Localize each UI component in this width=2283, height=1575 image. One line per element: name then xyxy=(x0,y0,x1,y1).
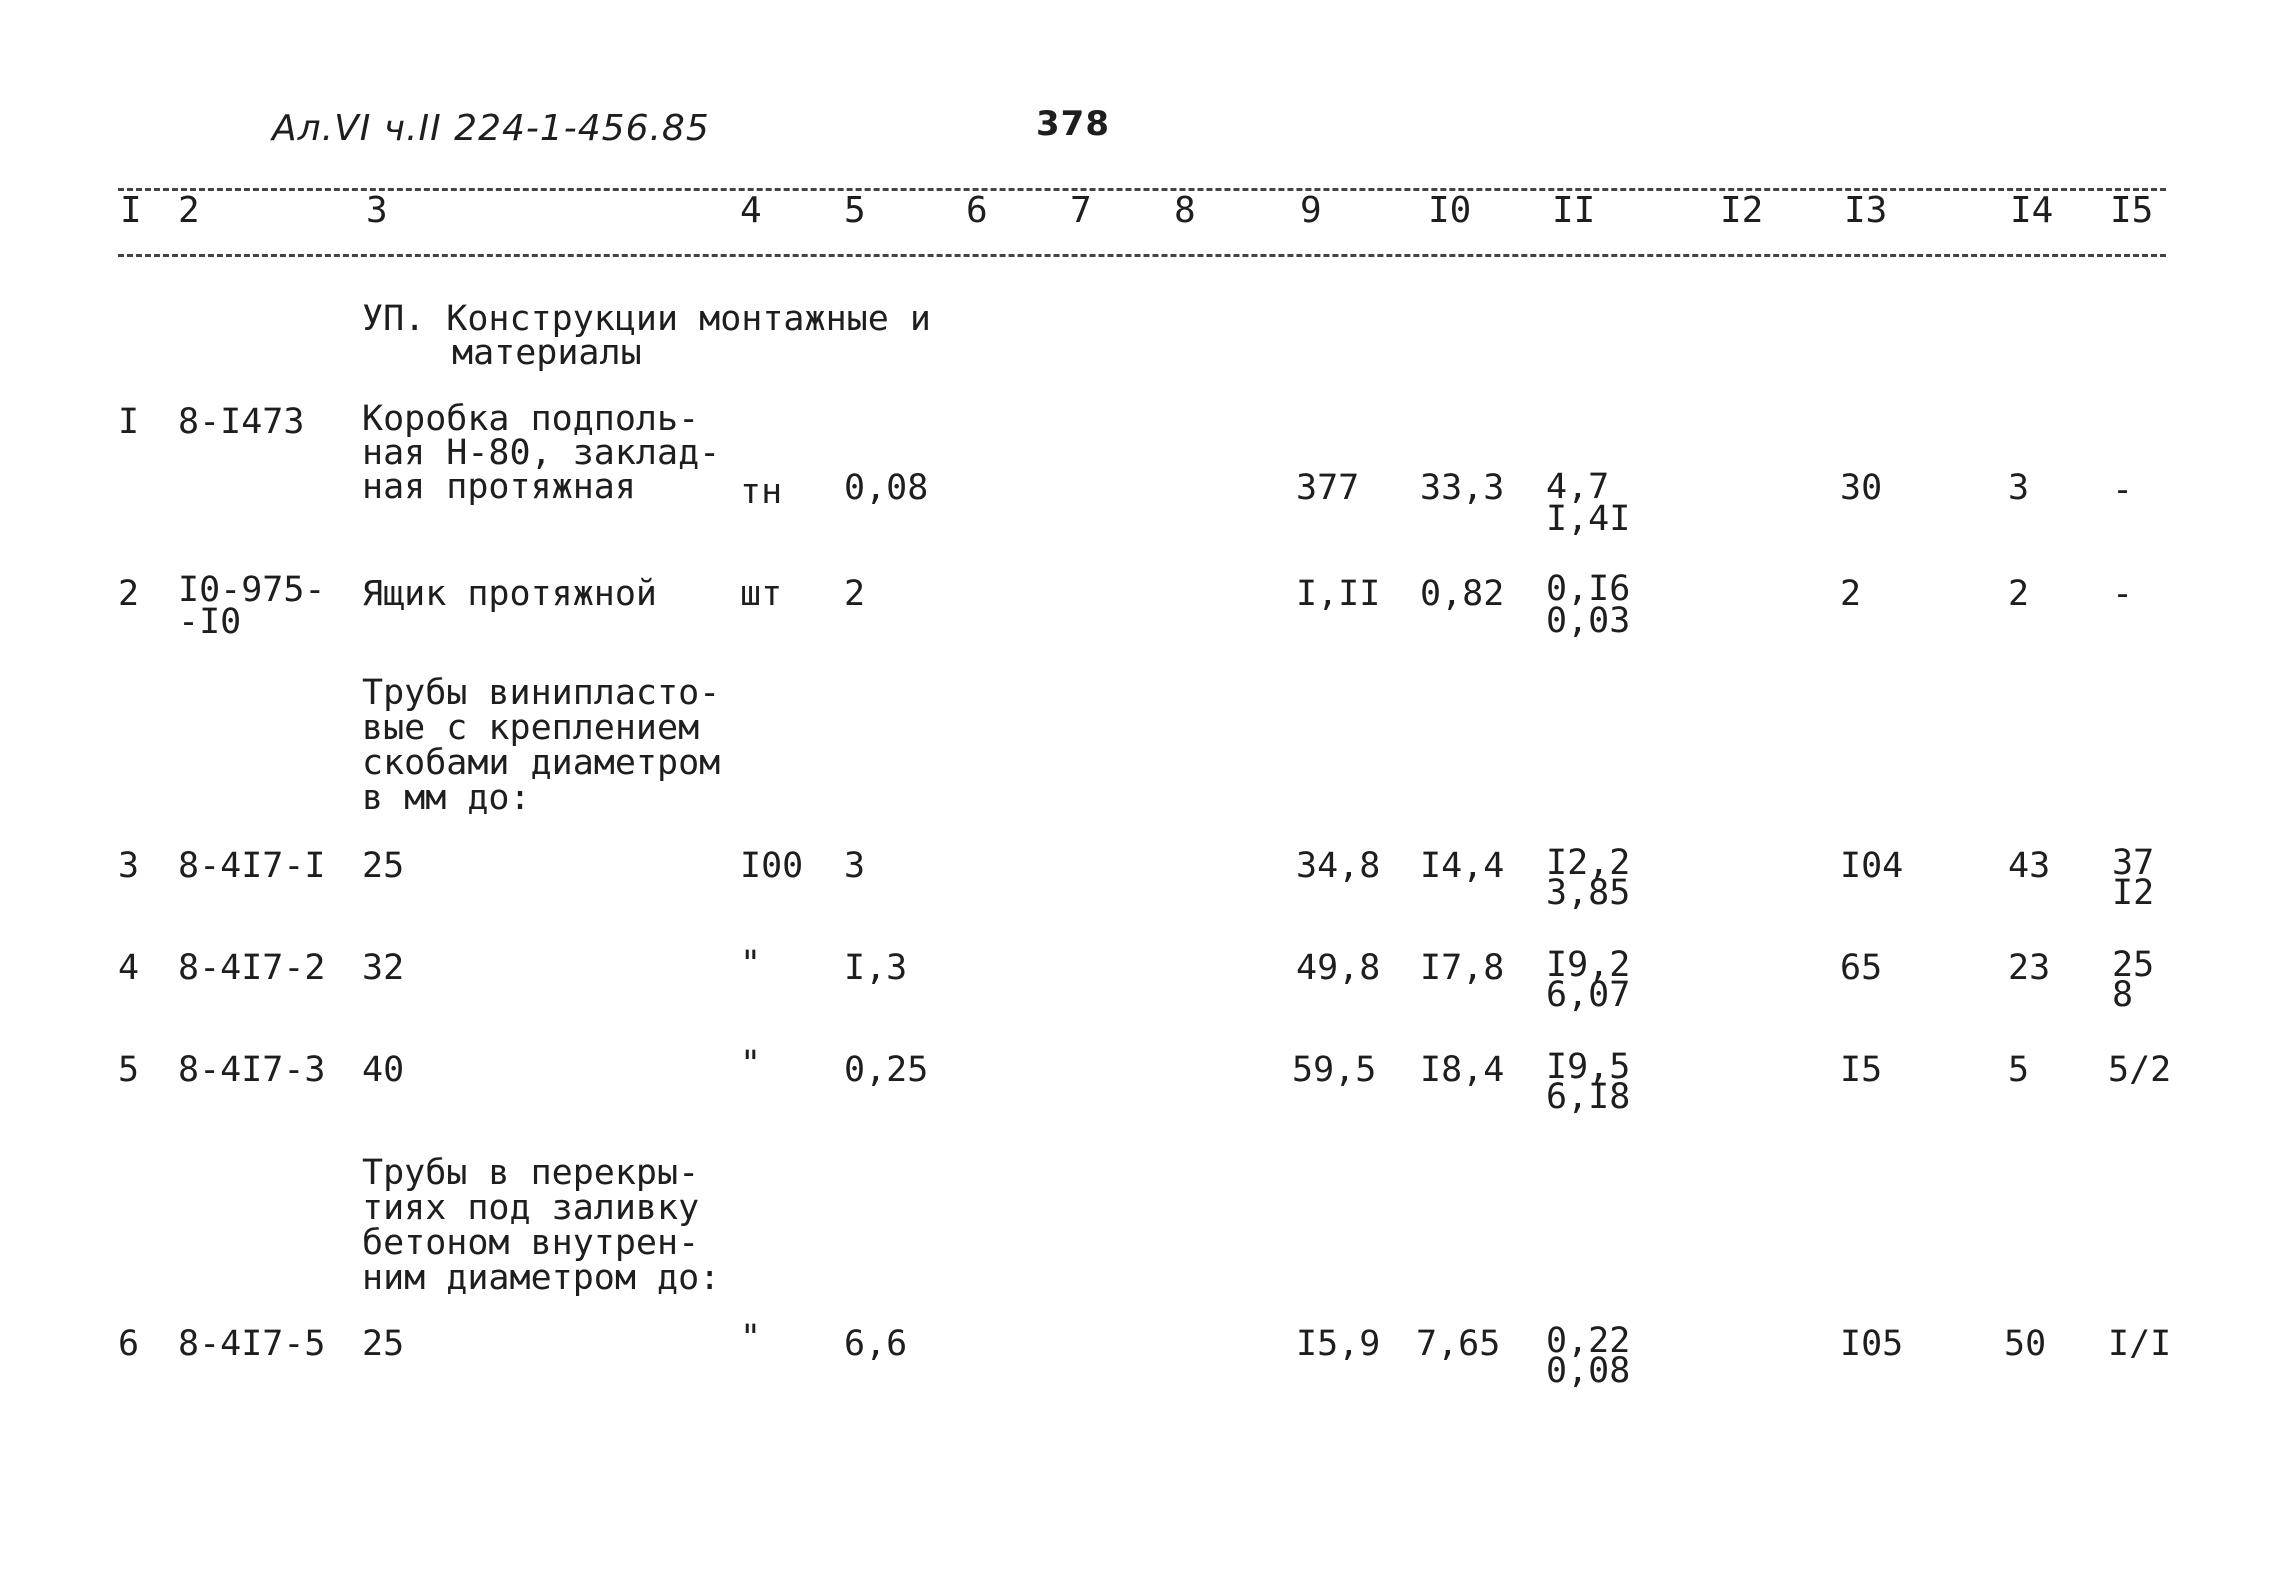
row-col14: 3 xyxy=(2008,468,2030,508)
row-col13: I04 xyxy=(1840,846,1904,886)
group-heading-line: тиях под заливку xyxy=(362,1188,700,1228)
row-code: 8-4I7-5 xyxy=(178,1324,326,1364)
header-rule-bottom xyxy=(118,254,2166,257)
document-code: Ал.VI ч.II 224-1-456.85 xyxy=(272,108,710,149)
section-title-line1: УП. Конструкции монтажные и xyxy=(362,299,931,339)
column-header: 2 xyxy=(178,190,200,231)
row-col11-top: I9,2 xyxy=(1546,945,1631,985)
row-col13: I5 xyxy=(1840,1050,1883,1090)
row-col15-bottom: 8 xyxy=(2112,975,2134,1015)
row-col13: I05 xyxy=(1840,1324,1904,1364)
column-header: I xyxy=(120,190,142,231)
row-name: 25 xyxy=(362,1324,405,1364)
row-col13: 2 xyxy=(1840,574,1862,614)
row-col11-bottom: 0,08 xyxy=(1546,1351,1631,1391)
row-col11-top: I9,5 xyxy=(1546,1047,1631,1087)
row-quantity: 3 xyxy=(844,846,866,886)
column-header: II xyxy=(1552,190,1596,231)
row-col15: 5/2 xyxy=(2108,1050,2172,1090)
row-col14: 43 xyxy=(2008,846,2051,886)
row-col14: 2 xyxy=(2008,574,2030,614)
group-heading-line: в мм до: xyxy=(362,778,531,818)
row-col10: 33,3 xyxy=(1420,468,1505,508)
row-col13: 65 xyxy=(1840,948,1883,988)
column-header: I5 xyxy=(2110,190,2154,231)
row-code: 8-I473 xyxy=(178,402,305,442)
row-col11-top: 0,I6 xyxy=(1546,569,1631,609)
column-header: I2 xyxy=(1720,190,1764,231)
row-unit: тн xyxy=(740,472,783,512)
row-number: I xyxy=(118,402,140,442)
row-col14: 5 xyxy=(2008,1050,2030,1090)
row-unit: I00 xyxy=(740,846,804,886)
row-code: 8-4I7-2 xyxy=(178,948,326,988)
row-code-line: I0-975- xyxy=(178,570,326,610)
row-number: 4 xyxy=(118,948,140,988)
row-name-line: Коробка подполь- xyxy=(362,399,700,439)
column-header: 8 xyxy=(1174,190,1196,231)
row-name-line: Ящик протяжной xyxy=(362,574,658,614)
row-code-line: -I0 xyxy=(178,602,242,642)
column-header: 7 xyxy=(1070,190,1092,231)
row-col14: 23 xyxy=(2008,948,2051,988)
row-col10: 0,82 xyxy=(1420,574,1505,614)
row-name-line: ная протяжная xyxy=(362,467,636,507)
group-heading-line: ним диаметром до: xyxy=(362,1258,721,1298)
row-number: 5 xyxy=(118,1050,140,1090)
row-col15: - xyxy=(2112,470,2134,510)
row-unit: шт xyxy=(740,574,783,614)
row-name: 40 xyxy=(362,1050,405,1090)
row-col9: I,II xyxy=(1296,574,1381,614)
row-name-line: ная Н-80, заклад- xyxy=(362,433,721,473)
row-col11-bottom: I,4I xyxy=(1546,499,1631,539)
group-heading-line: скобами диаметром xyxy=(362,743,721,783)
row-name: 25 xyxy=(362,846,405,886)
row-col15: I/I xyxy=(2108,1324,2172,1364)
row-number: 2 xyxy=(118,574,140,614)
row-col10: 7,65 xyxy=(1416,1324,1501,1364)
row-col15-top: 25 xyxy=(2112,945,2155,985)
row-col10: I7,8 xyxy=(1420,948,1505,988)
row-code: 8-4I7-I xyxy=(178,846,326,886)
row-number: 6 xyxy=(118,1324,140,1364)
row-unit: " xyxy=(740,944,762,984)
row-col9: I5,9 xyxy=(1296,1324,1381,1364)
row-col9: 59,5 xyxy=(1292,1050,1377,1090)
row-col10: I4,4 xyxy=(1420,846,1505,886)
column-header: 9 xyxy=(1300,190,1322,231)
column-header: 5 xyxy=(844,190,866,231)
row-col11-top: 0,22 xyxy=(1546,1321,1631,1361)
group-heading-line: вые с креплением xyxy=(362,708,700,748)
row-col9: 34,8 xyxy=(1296,846,1381,886)
row-col11-top: 4,7 xyxy=(1546,467,1610,507)
row-quantity: 0,25 xyxy=(844,1050,929,1090)
column-header: 3 xyxy=(366,190,388,231)
row-unit: " xyxy=(740,1318,762,1358)
column-header: 4 xyxy=(740,190,762,231)
row-quantity: 6,6 xyxy=(844,1324,908,1364)
row-col11-bottom: 6,I8 xyxy=(1546,1077,1631,1117)
row-col14: 50 xyxy=(2004,1324,2047,1364)
row-col11-bottom: 6,07 xyxy=(1546,975,1631,1015)
group-heading-line: Трубы винипласто- xyxy=(362,673,721,713)
row-col15-top: 37 xyxy=(2112,843,2155,883)
row-col11-bottom: 0,03 xyxy=(1546,601,1631,641)
column-header: I3 xyxy=(1844,190,1888,231)
section-title-line2: материалы xyxy=(452,333,642,373)
row-col11-top: I2,2 xyxy=(1546,843,1631,883)
row-col13: 30 xyxy=(1840,468,1883,508)
row-col9: 377 xyxy=(1296,468,1360,508)
column-header: I4 xyxy=(2010,190,2054,231)
row-col9: 49,8 xyxy=(1296,948,1381,988)
column-header: I0 xyxy=(1428,190,1472,231)
row-unit: " xyxy=(740,1044,762,1084)
row-col11-bottom: 3,85 xyxy=(1546,873,1631,913)
page-number: 378 xyxy=(1036,104,1110,144)
row-col15-bottom: I2 xyxy=(2112,873,2155,913)
row-number: 3 xyxy=(118,846,140,886)
column-header: 6 xyxy=(966,190,988,231)
row-quantity: 0,08 xyxy=(844,468,929,508)
row-name: 32 xyxy=(362,948,405,988)
row-quantity: 2 xyxy=(844,574,866,614)
row-col10: I8,4 xyxy=(1420,1050,1505,1090)
row-col15: - xyxy=(2112,574,2134,614)
row-quantity: I,3 xyxy=(844,948,908,988)
group-heading-line: бетоном внутрен- xyxy=(362,1223,700,1263)
group-heading-line: Трубы в перекры- xyxy=(362,1153,700,1193)
row-code: 8-4I7-3 xyxy=(178,1050,326,1090)
